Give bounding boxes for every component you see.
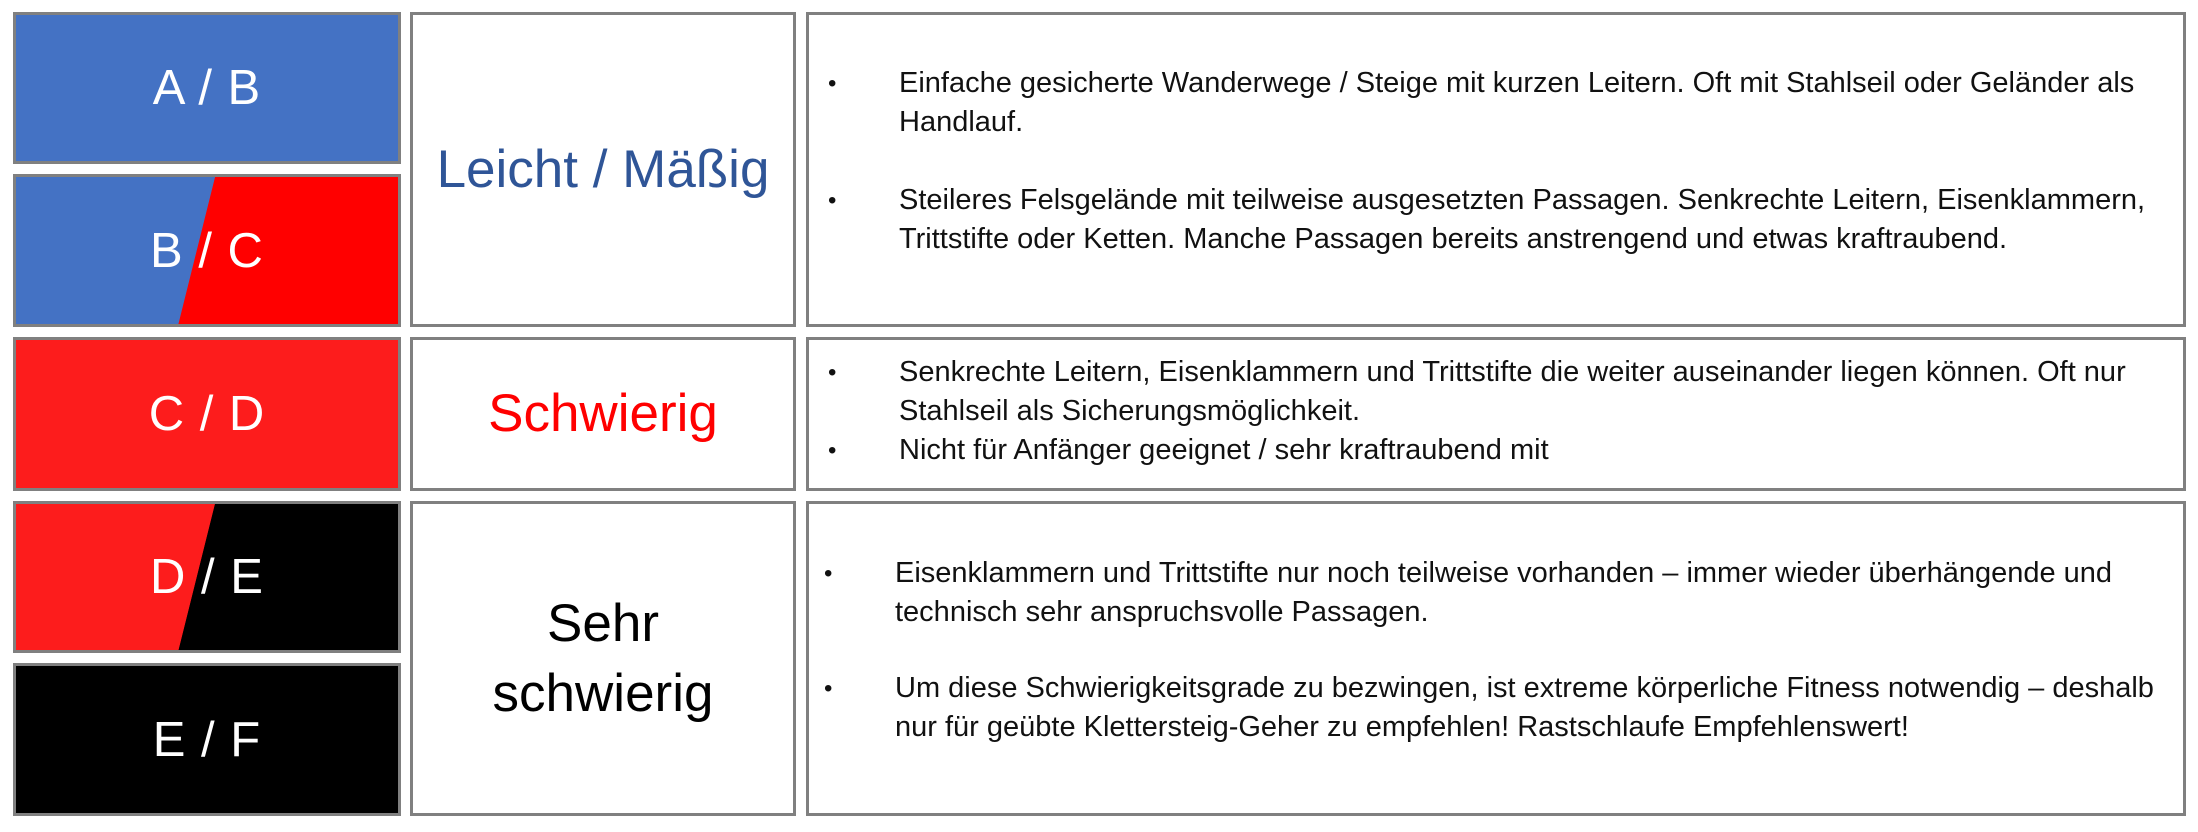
bullet-icon: • — [828, 187, 837, 214]
level-very-hard-label-line1: Sehr — [547, 593, 659, 653]
grade-box-a-b — [13, 12, 401, 164]
grade-box-c-d — [13, 337, 401, 491]
description-very-hard — [806, 501, 2186, 816]
list-item-text: Um diese Schwierigkeitsgrade zu bezwingen, ist extreme körperliche Fitness notwendig – deshalb nur für geübte Klettersteig-Geher zu empfehlen! Rastschlaufe Empfehlenswert! — [895, 672, 2154, 743]
grade-label: D / E — [150, 550, 264, 604]
bullet-icon: • — [828, 70, 837, 97]
list-item-text: Einfache gesicherte Wanderwege / Steige mit kurzen Leitern. Oft mit Stahlseil oder Geländer als Handlauf. — [899, 67, 2135, 138]
bullet-icon: • — [824, 675, 833, 702]
list-item-text: Nicht für Anfänger geeignet / sehr kraftraubend mit — [899, 434, 1549, 466]
bullet-icon: • — [828, 437, 837, 464]
grade-box-d-e — [13, 501, 401, 653]
description-very-hard-list — [805, 554, 2175, 747]
grade-box-b-c — [13, 174, 401, 327]
level-hard-label: Schwierig — [488, 384, 718, 443]
list-item — [805, 669, 2175, 747]
grade-label: A / B — [152, 61, 262, 115]
bullet-icon: • — [828, 359, 837, 386]
list-item — [809, 353, 2184, 431]
list-item — [805, 554, 2175, 632]
grade-label: B / C — [150, 223, 264, 278]
description-hard — [806, 337, 2186, 491]
list-item-text: Steileres Felsgelände mit teilweise ausgesetzten Passagen. Senkrechte Leitern, Eisenklammern, Trittstifte oder Ketten. Manche Passagen bereits anstrengend und etwas kraftraubend. — [899, 184, 2146, 255]
level-very-hard — [410, 501, 796, 816]
list-item — [809, 181, 2179, 259]
list-item — [809, 64, 2179, 142]
description-hard-list — [809, 353, 2184, 470]
level-easy — [410, 12, 796, 327]
list-item-text: Eisenklammern und Trittstifte nur noch teilweise vorhanden – immer wieder überhängende und technisch sehr anspruchsvolle Passagen. — [895, 557, 2113, 628]
description-easy — [806, 12, 2186, 327]
grade-box-e-f — [13, 663, 401, 816]
list-item-text: Senkrechte Leitern, Eisenklammern und Trittstifte die weiter auseinander liegen können. Oft nur Stahlseil als Sicherungsmöglichkeit. — [899, 356, 2126, 427]
bullet-icon: • — [824, 560, 833, 587]
grade-label: C / D — [148, 387, 266, 441]
level-easy-label: Leicht / Mäßig — [436, 139, 770, 199]
list-item — [809, 431, 2184, 470]
grade-label: E / F — [152, 712, 262, 767]
level-hard — [410, 337, 796, 491]
description-easy-list — [809, 64, 2179, 259]
level-very-hard-label-line2: schwierig — [492, 663, 714, 723]
